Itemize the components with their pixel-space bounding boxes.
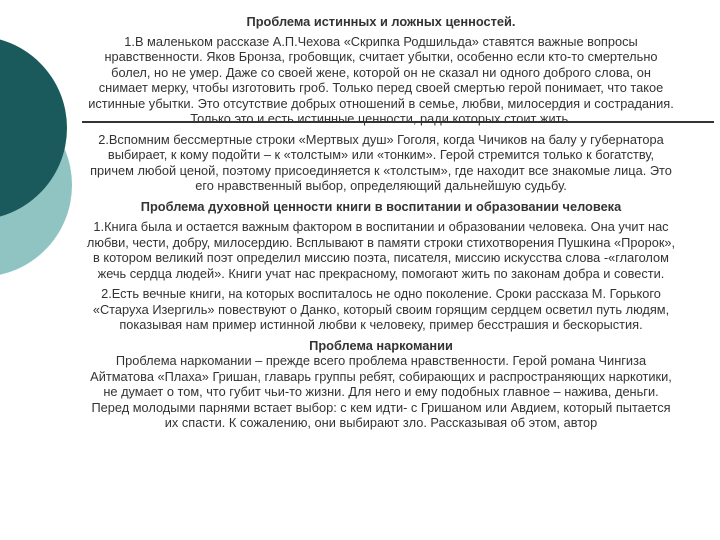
heading-drug-addiction: Проблема наркомании [309, 337, 453, 353]
paragraph-eternal-books: 2.Есть вечные книги, на которых воспиталось не одно поколение. Сроки рассказа М. Горького «Старуха Изергиль» повествуют о Данко, который своим горящим сердцем осветил путь людям, показывая нам пример истинной любви к человеку, пример бесстрашия и бескорыстия. [92, 286, 670, 332]
paragraph-gogol: 2.Вспомним бессмертные строки «Мертвых душ» Гоголя, когда Чичиков на балу у губернатора выбирает, к кому подойти – к «толстым» или «тонким». Герой стремится только к богатству, причем любой ценой, поэтому присоединяется к «толстым», где находит все знакомые лица. Это его нравственный выбор, определяющий дальнейшую судьбу. [90, 131, 672, 193]
paragraph-book-factor: 1.Книга была и остается важным фактором в воспитании и образовании человека. Она учит нас любви, чести, добру, милосердию. Всплывают в памяти строки стихотворения Пушкина «Пророк», в котором великий поэт определил миссию поэта, писателя, миссию искусства слова -«глаголом жечь сердца людей». Книги учат нас прекрасному, помогают жить по законам добра и совести. [86, 219, 676, 281]
paragraph-chekhov: 1.В маленьком рассказе А.П.Чехова «Скрипка Родшильда» ставятся важные вопросы нравственности. Яков Бронза, гробовщик, считает убытки, особенно если кто-то смертельно болел, но не умер. Даже со своей жене, которой он не сказал ни одного доброго слова, он снимает мерку, чтобы изготовить гроб. Только перед своей смертью герой понимает, что такое истинные убытки. Это отсутствие добрых отношений в семье, любви, милосердия и сострадания. Только это и есть истинные ценности, ради которых стоит жить. [88, 33, 674, 126]
heading-book-value: Проблема духовной ценности книги в воспитании и образовании человека [140, 198, 622, 214]
heading-true-false-values: Проблема истинных и ложных ценностей. [246, 14, 516, 29]
document-body [86, 14, 676, 431]
paragraph-aitmatov: Проблема наркомании – прежде всего проблема нравственности. Герой романа Чингиза Айтматова «Плаха» Гришан, главарь группы ребят, собирающих и распространяющих наркотики, не думает о том, что губит чьи-то жизни. Для него и ему подобных главное – нажива, деньги. Перед молодыми парнями встает выбор: с кем идти- с Гришаном или Авдием, который пытается их спасти. К сожалению, они выбирают зло. Рассказывая об этом, автор [90, 353, 672, 430]
